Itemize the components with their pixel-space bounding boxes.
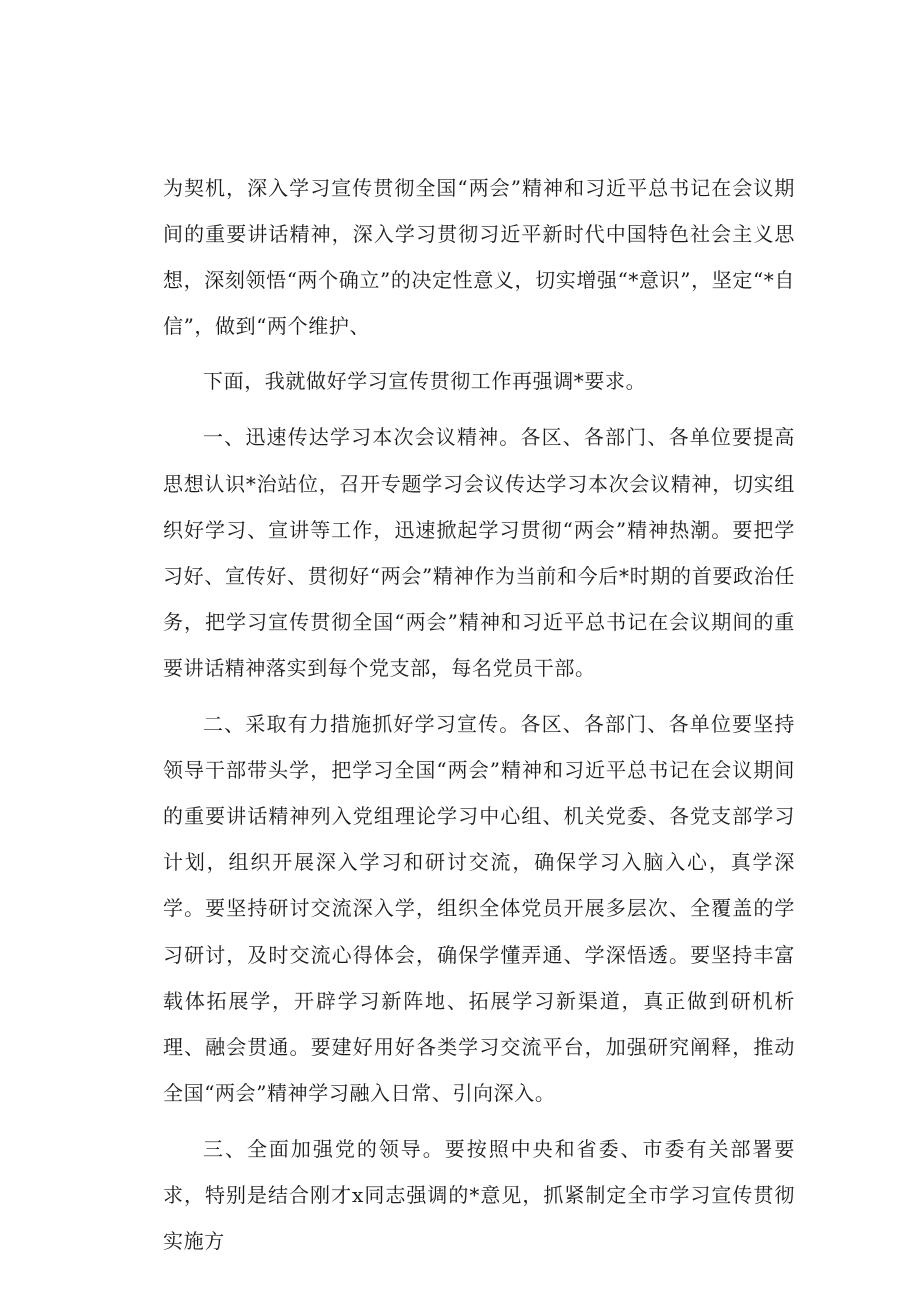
paragraph-intro: 下面，我就做好学习宣传贯彻工作再强调*要求。: [203, 369, 647, 394]
document-body: [163, 165, 795, 1264]
paragraph-continuation: 为契机，深入学习宣传贯彻全国“两会”精神和习近平总书记在会议期间的重要讲话精神，深入学习贯彻习近平新时代中国特色社会主义思想，深刻领悟“两个确立”的决定性意义，切实增强“*意识”，坚定“*自信”，做到“两个维护、: [163, 176, 795, 339]
paragraph-point-two: 二、采取有力措施抓好学习宣传。各区、各部门、各单位要坚持领导干部带头学，把学习全国“两会”精神和习近平总书记在会议期间的重要讲话精神列入党组理论学习中心组、机关党委、各党支部学习计划，组织开展深入学习和研讨交流，确保学习入脑入心，真学深学。要坚持研讨交流深入学，组织全体党员开展多层次、全覆盖的学习研讨，及时交流心得体会，确保学懂弄通、学深悟透。要坚持丰富载体拓展学，开辟学习新阵地、拓展学习新渠道，真正做到研机析理、融会贯通。要建好用好各类学习交流平台，加强研究阐释，推动全国“两会”精神学习融入日常、引向深入。: [163, 712, 795, 1105]
paragraph-point-three: 三、全面加强党的领导。要按照中央和省委、市委有关部署要求，特别是结合刚才x同志强调的*意见，抓紧制定全市学习宣传贯彻实施方: [163, 1136, 795, 1254]
paragraph-point-one: 一、迅速传达学习本次会议精神。各区、各部门、各单位要提高思想认识*治站位，召开专题学习会议传达学习本次会议精神，切实组织好学习、宣讲等工作，迅速掀起学习贯彻“两会”精神热潮。要把学习好、宣传好、贯彻好“两会”精神作为当前和今后*时期的首要政治任务，把学习宣传贯彻全国“两会”精神和习近平总书记在会议期间的重要讲话精神落实到每个党支部，每名党员干部。: [163, 425, 795, 680]
